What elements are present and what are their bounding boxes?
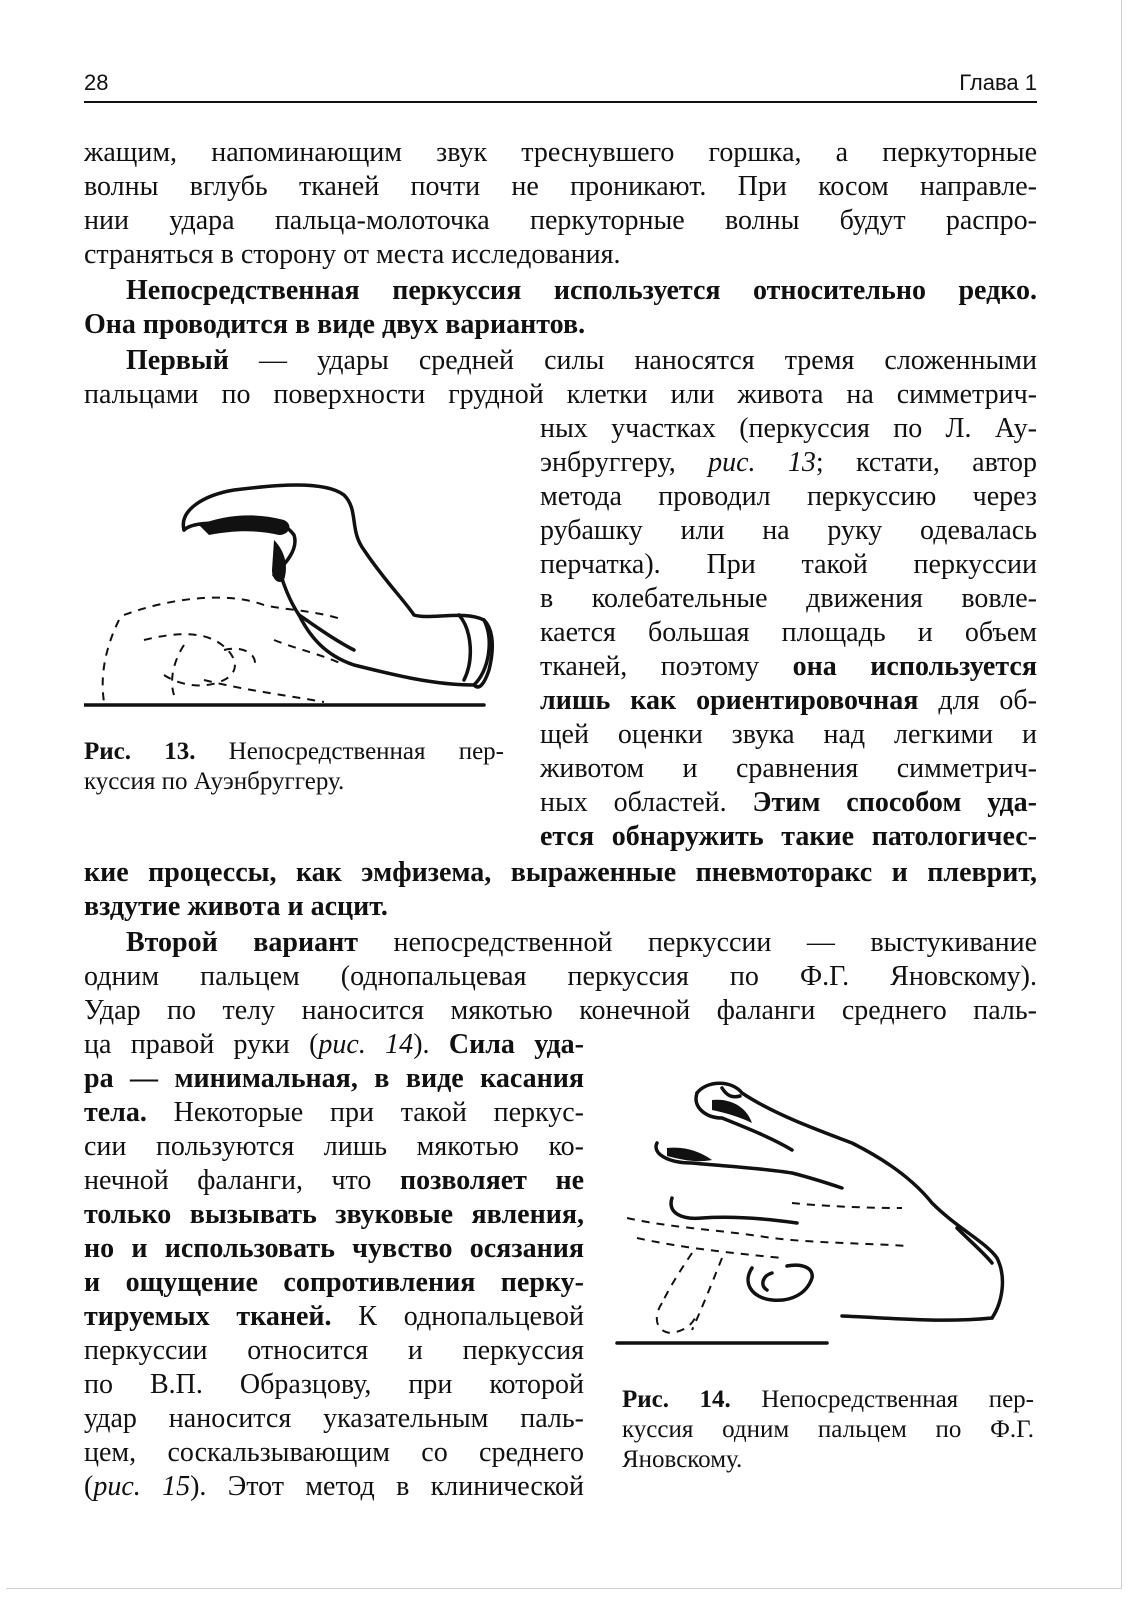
text-line: кается большая площадь и объем bbox=[540, 617, 1037, 648]
text-line: в колебательные движения вовле- bbox=[540, 583, 1037, 614]
text-line: энбруггеру, рис. 13; кстати, автор bbox=[540, 447, 1038, 478]
text-line: тканей, поэтому она используется bbox=[540, 651, 1038, 682]
text-line: перкуссии относится и перкуссия bbox=[84, 1335, 584, 1366]
figure-13-caption: Рис. 13. Непосредственная пер- bbox=[84, 738, 504, 765]
text-line: кие процессы, как эмфизема, выраженные пневмоторакс и плеврит, bbox=[84, 857, 1037, 888]
text-line: Удар по телу наносится мякотью конечной фаланги среднего паль- bbox=[84, 995, 1037, 1026]
text-line: ных участках (перкуссия по Л. Ау- bbox=[540, 413, 1037, 444]
text-line: одним пальцем (однопальцевая перкуссия по Ф.Г. Яновскому). bbox=[84, 961, 1037, 992]
text-line: сии пользуются лишь мякотью ко- bbox=[84, 1131, 584, 1162]
text-line: но и использовать чувство осязания bbox=[84, 1233, 584, 1264]
text-line: животом и сравнения симметрич- bbox=[540, 753, 1037, 784]
text-line: ра — минимальная, в виде касания bbox=[84, 1063, 584, 1094]
text-line: тела. Некоторые при такой перкус- bbox=[84, 1097, 584, 1128]
header-rule bbox=[84, 101, 1037, 103]
text-line: (рис. 15). Этот метод в клинической bbox=[84, 1471, 584, 1502]
text-line: лишь как ориентировочная для об- bbox=[540, 685, 1038, 716]
text-line: метода проводил перкуссию через bbox=[540, 481, 1037, 512]
text-line: Первый — удары средней силы наносятся тремя сложенными bbox=[126, 345, 1037, 376]
figure-13-caption: куссия по Ауэнбруггеру. bbox=[84, 768, 345, 795]
text-line: волны вглубь тканей почти не проникают. При косом направле- bbox=[84, 171, 1037, 202]
text-line: цем, соскальзывающим со среднего bbox=[84, 1437, 584, 1468]
text-line: вздутие живота и асцит. bbox=[84, 891, 388, 922]
text-line: Она проводится в виде двух вариантов. bbox=[84, 309, 586, 340]
running-header bbox=[84, 70, 1037, 104]
text-line: тируемых тканей. К однопальцевой bbox=[84, 1301, 584, 1332]
figure-14-caption: куссия одним пальцем по Ф.Г. bbox=[622, 1416, 1034, 1443]
figure-reference: рис. 15 bbox=[93, 1471, 191, 1502]
text-line: и ощущение сопротивления перку- bbox=[84, 1267, 584, 1298]
text-line: щей оценки звука над легкими и bbox=[540, 719, 1037, 750]
figure-14-hand-illustration bbox=[612, 1068, 1032, 1368]
text-line: Непосредственная перкуссия используется относительно редко. bbox=[126, 275, 1037, 306]
figure-14-caption: Рис. 14. Непосредственная пер- bbox=[622, 1386, 1034, 1413]
figure-reference: рис. 14 bbox=[318, 1029, 414, 1060]
text-line: удар наносится указательным паль- bbox=[84, 1403, 584, 1434]
text-line: ца правой руки (рис. 14). Сила уда- bbox=[84, 1029, 584, 1060]
text-line: страняться в сторону от места исследования. bbox=[84, 239, 621, 270]
text-line: пальцами по поверхности грудной клетки или живота на симметрич- bbox=[84, 379, 1037, 410]
chapter-title: Глава 1 bbox=[959, 70, 1037, 95]
text-line: Второй вариант непосредственной перкуссии — выстукивание bbox=[126, 927, 1038, 958]
text-line: перчатка). При такой перкуссии bbox=[540, 549, 1037, 580]
text-line: рубашку или на руку одевалась bbox=[540, 515, 1037, 546]
text-line: нечной фаланги, что позволяет не bbox=[84, 1165, 584, 1196]
text-line: жащим, напоминающим звук треснувшего горшка, а перкуторные bbox=[84, 137, 1037, 168]
text-line: ется обнаружить такие патологичес- bbox=[540, 821, 1037, 852]
text-line: только вызывать звуковые явления, bbox=[84, 1199, 584, 1230]
text-line: нии удара пальца-молоточка перкуторные волны будут распро- bbox=[84, 205, 1037, 236]
figure-13-hand-illustration bbox=[84, 440, 524, 730]
figure-reference: рис. 13 bbox=[708, 447, 816, 478]
page-number: 28 bbox=[84, 70, 109, 95]
text-line: ных областей. Этим способом уда- bbox=[540, 787, 1037, 818]
figure-14-caption: Яновскому. bbox=[622, 1446, 743, 1473]
text-line: по В.П. Образцову, при которой bbox=[84, 1369, 584, 1400]
